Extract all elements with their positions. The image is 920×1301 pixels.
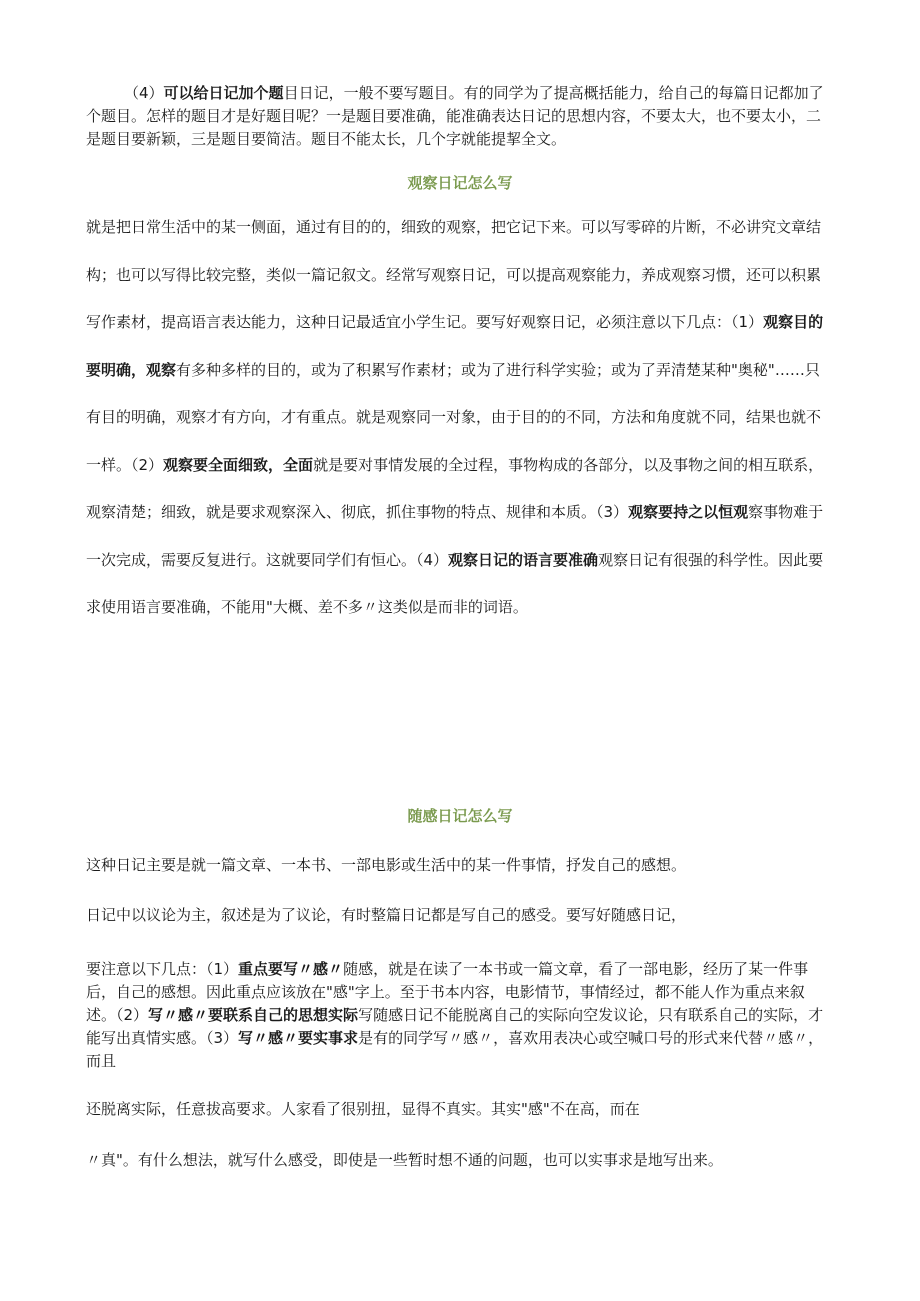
feeling-points-bold-2: 写〃感〃要联系自己的思想实际 xyxy=(148,1006,359,1024)
feeling-line-4: 〃真"。有什么想法，就写什么感受，即使是一些暂时想不通的问题，也可以实事求是地写出来。 xyxy=(86,1151,723,1169)
observe-diary-heading: 观察日记怎么写 xyxy=(407,174,513,192)
observe-bold-1: 观察目的要明确，观察 xyxy=(86,313,824,379)
feeling-points-text-1: 要注意以下几点：（1） xyxy=(86,960,239,978)
intro-text: 目日记，一般不要写题目。有的同学为了提高概括能力，给自己的每篇日记都加了个题目。怎样的题目才是好题目呢？一是题目要准确，能准确表达日记的思想内容，不要太大，也不要太小，二是题目要新颖，三是题目要简洁。题目不能太长，几个字就能提挈全文。 xyxy=(86,84,824,148)
observe-text-1: 就是把日常生活中的某一侧面，通过有目的的，细致的观察，把它记下来。可以写零碎的片断，不必讲究文章结构；也可以写得比较完整，类似一篇记叙文。经常写观察日记，可以提高观察能力，养成观察习惯，还可以积累写作素材，提高语言表达能力，这种日记最适宜小学生记。要写好观察日记，必须注意以下几点：（1） xyxy=(86,218,822,331)
feeling-points-text-3: 写随感日记不能脱离自己的实际向空发议论，只有联系自己的实际，才能写出真情实感。（3） xyxy=(86,1006,824,1047)
observe-text-4: 察事物难于一次完成，需要反复进行。这就要同学们有恒心。（4） xyxy=(86,503,824,569)
intro-paragraph xyxy=(86,82,826,151)
feeling-points-bold-3: 写〃感〃要实事求 xyxy=(238,1029,359,1047)
feeling-points-paragraph xyxy=(86,958,826,1073)
feeling-line-1: 这种日记主要是就一篇文章、一本书、一部电影或生活中的某一件事情，抒发自己的感想。 xyxy=(86,856,687,874)
observe-text-2: 有多种多样的目的，或为了积累写作素材；或为了进行科学实验；或为了弄清楚某种"奥秘"……只有目的明确，观察才有方向，才有重点。就是观察同一对象，由于目的的不同，方法和角度就不同，结果也就不一样。（2） xyxy=(86,360,822,474)
observe-bold-2: 观察要全面细致，全面 xyxy=(163,455,314,474)
feeling-line-3: 还脱离实际，任意拔高要求。人家看了很别扭，显得不真实。其实"感"不在高，而在 xyxy=(86,1100,640,1118)
observe-text-3: 就是要对事情发展的全过程，事物构成的各部分，以及事物之间的相互联系，观察清楚；细致，就是要求观察深入、彻底，抓住事物的特点、规律和本质。（3） xyxy=(86,455,824,521)
feeling-diary-heading: 随感日记怎么写 xyxy=(407,807,513,825)
intro-number: （4） xyxy=(124,84,164,102)
feeling-points-text-2: 随感，就是在读了一本书或一篇文章，看了一部电影，经历了某一件事后，自己的感想。因此重点应该放在"感"字上。至于书本内容，电影情节，事情经过，都不能人作为重点来叙述。（2） xyxy=(86,960,809,1024)
observe-bold-4: 观察日记的语言要准确 xyxy=(448,550,599,569)
intro-bold-phrase: 可以给日记加个题 xyxy=(163,84,284,102)
feeling-line-2: 日记中以议论为主，叙述是为了议论，有时整篇日记都是写自己的感受。要写好随感日记， xyxy=(86,906,687,924)
observe-bold-3: 观察要持之以恒观 xyxy=(628,503,749,521)
feeling-points-text-4: 是有的同学写〃感〃，喜欢用表决心或空喊口号的形式来代替〃感〃，而且 xyxy=(86,1029,824,1070)
feeling-points-bold-1: 重点要写〃感〃 xyxy=(238,960,344,978)
observe-paragraph xyxy=(86,204,826,632)
observe-text-5: 观察日记有很强的科学性。因此要求使用语言要准确，不能用"大概、差不多〃这类似是而非的词语。 xyxy=(86,550,824,616)
